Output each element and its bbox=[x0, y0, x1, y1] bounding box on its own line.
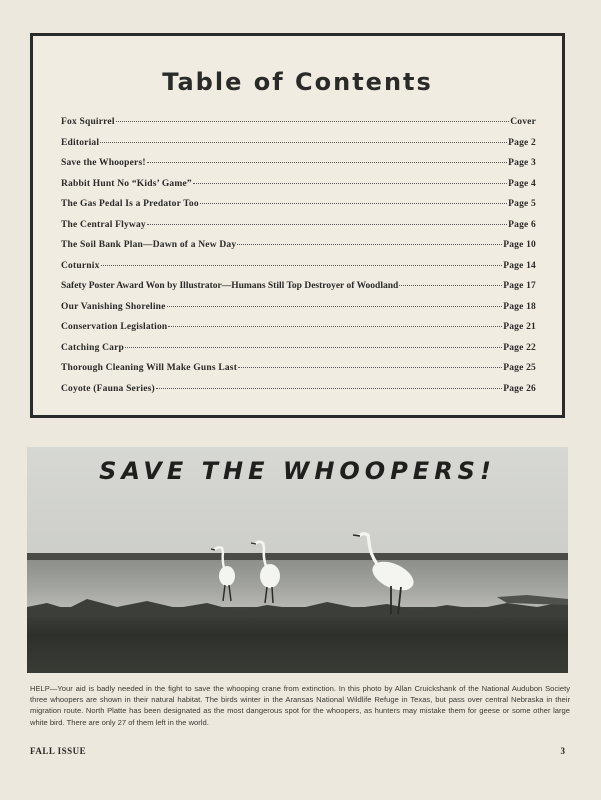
toc-entry-title: Safety Poster Award Won by Illustrator—Humans Still Top Destroyer of Woodland bbox=[61, 281, 399, 291]
toc-entry-title: Save the Whoopers! bbox=[61, 158, 146, 168]
toc-entry[interactable] bbox=[61, 138, 536, 159]
toc-leader-dots bbox=[147, 224, 507, 225]
toc-heading: Table of Contents bbox=[162, 68, 433, 96]
toc-entry-page: Page 21 bbox=[503, 322, 536, 332]
toc-leader-dots bbox=[167, 306, 503, 307]
toc-entry[interactable] bbox=[61, 117, 536, 138]
toc-entry-page: Page 22 bbox=[503, 342, 536, 353]
toc-entry[interactable] bbox=[61, 384, 536, 405]
toc-entry-page: Page 25 bbox=[503, 363, 536, 373]
toc-entry-title: Coyote (Fauna Series) bbox=[61, 383, 155, 394]
photo-caption: HELP—Your aid is badly needed in the fight to save the whooping crane from extinction. In this photo by Allan Cruickshank of the National Audubon Society three whoopers are shown in their natural habitat. The birds winter in the Aransas National Wildlife Refuge in Texas, but pass over central Nebraska in their migration route. North Platte has been designated as the most dangerous spot for the whoopers, as hunters may mistake them for geese or some other large white bird. There are only 27 of them left in the world. bbox=[30, 684, 570, 727]
toc-entry[interactable] bbox=[61, 199, 536, 220]
toc-entry-page: Page 14 bbox=[503, 260, 536, 271]
toc-list bbox=[61, 117, 536, 404]
toc-leader-dots bbox=[116, 121, 510, 122]
toc-entry[interactable] bbox=[61, 322, 536, 343]
toc-entry-title: The Soil Bank Plan—Dawn of a New Day bbox=[61, 240, 237, 250]
toc-entry-page: Page 3 bbox=[508, 158, 536, 168]
toc-entry-page: Page 26 bbox=[503, 383, 536, 394]
toc-entry-title: Thorough Cleaning Will Make Guns Last bbox=[61, 363, 238, 373]
toc-leader-dots bbox=[147, 162, 507, 163]
toc-entry-title: The Central Flyway bbox=[61, 219, 146, 230]
toc-leader-dots bbox=[101, 265, 503, 266]
toc-entry-title: Fox Squirrel bbox=[61, 117, 115, 127]
crane-bird-right bbox=[351, 532, 421, 616]
toc-entry-page: Page 17 bbox=[503, 281, 536, 291]
toc-entry-title: Conservation Legislation bbox=[61, 322, 168, 332]
toc-entry-page: Page 10 bbox=[503, 240, 536, 250]
toc-entry[interactable] bbox=[61, 220, 536, 241]
toc-entry[interactable] bbox=[61, 179, 536, 200]
toc-entry-page: Page 2 bbox=[508, 137, 536, 148]
toc-entry-title: Our Vanishing Shoreline bbox=[61, 301, 166, 312]
toc-entry-page: Page 18 bbox=[503, 301, 536, 312]
toc-entry-title: Coturnix bbox=[61, 260, 100, 271]
toc-entry[interactable] bbox=[61, 158, 536, 179]
toc-leader-dots bbox=[399, 285, 502, 286]
feature-headline: SAVE THE WHOOPERS! bbox=[99, 457, 496, 485]
toc-leader-dots bbox=[156, 388, 502, 389]
crane-bird-middle bbox=[249, 540, 285, 604]
toc-entry-title: Editorial bbox=[61, 137, 100, 148]
issue-label: FALL ISSUE bbox=[30, 746, 87, 756]
crane-bird-left bbox=[210, 544, 240, 602]
whooping-crane-photo bbox=[27, 447, 568, 673]
toc-entry[interactable] bbox=[61, 281, 536, 302]
toc-leader-dots bbox=[168, 326, 502, 327]
toc-entry-title: Rabbit Hunt No “Kids’ Game” bbox=[61, 178, 192, 189]
toc-entry-page: Cover bbox=[510, 117, 536, 127]
toc-entry[interactable] bbox=[61, 343, 536, 364]
table-of-contents-box bbox=[30, 33, 565, 418]
toc-leader-dots bbox=[125, 347, 502, 348]
toc-entry[interactable] bbox=[61, 240, 536, 261]
toc-leader-dots bbox=[238, 367, 502, 368]
toc-entry[interactable] bbox=[61, 261, 536, 282]
toc-entry-page: Page 5 bbox=[508, 199, 536, 209]
toc-leader-dots bbox=[100, 142, 507, 143]
toc-entry-title: Catching Carp bbox=[61, 342, 125, 353]
toc-leader-dots bbox=[193, 183, 507, 184]
toc-leader-dots bbox=[200, 203, 507, 204]
toc-entry[interactable] bbox=[61, 363, 536, 384]
toc-entry-page: Page 6 bbox=[508, 219, 536, 230]
photo-grass-tips bbox=[27, 593, 568, 617]
toc-leader-dots bbox=[237, 244, 502, 245]
page-number: 3 bbox=[560, 746, 565, 756]
toc-entry[interactable] bbox=[61, 302, 536, 323]
toc-entry-page: Page 4 bbox=[508, 178, 536, 189]
toc-entry-title: The Gas Pedal Is a Predator Too bbox=[61, 199, 199, 209]
